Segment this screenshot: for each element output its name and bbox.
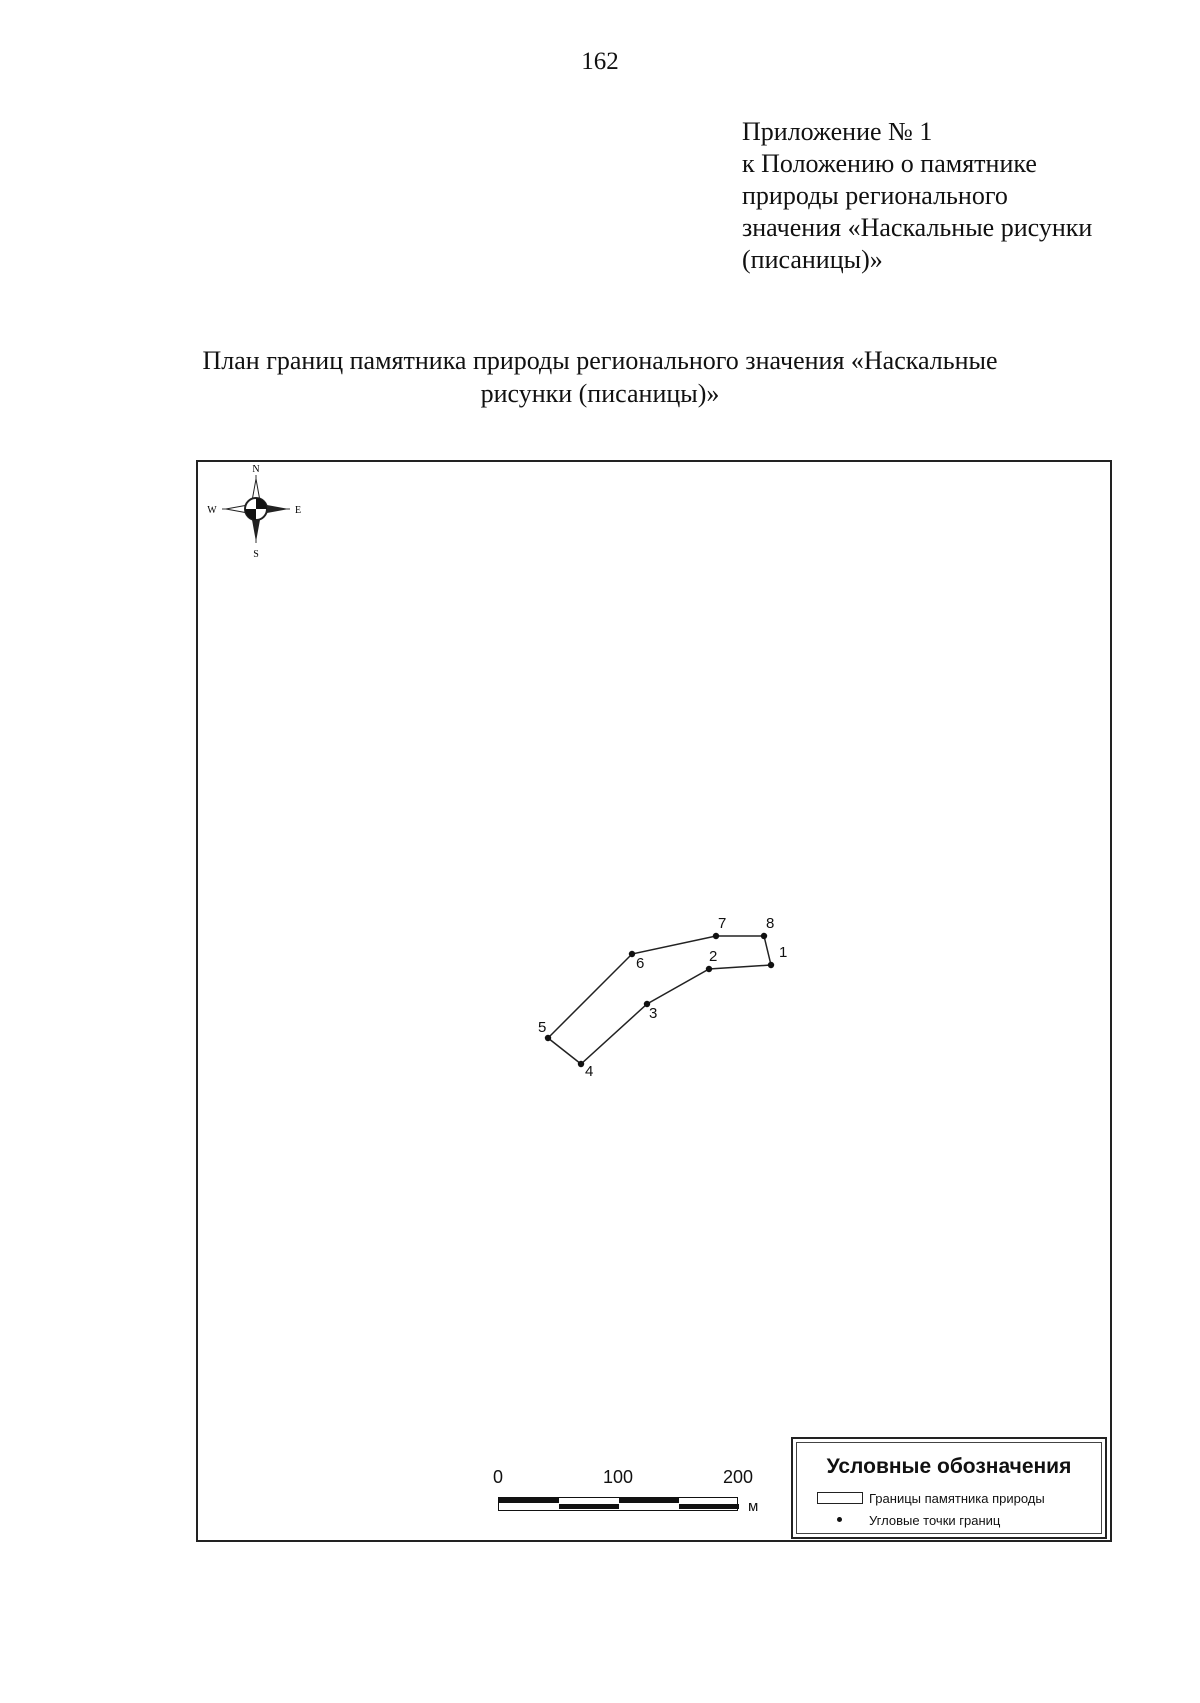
boundary-point-6 <box>629 951 635 957</box>
point-swatch-icon <box>817 1514 863 1526</box>
compass-s-label: S <box>253 549 259 560</box>
map-canvas <box>198 462 1110 1540</box>
boundary-point-label-3: 3 <box>649 1005 658 1022</box>
boundary-point-label-8: 8 <box>766 915 775 932</box>
boundary-point-label-5: 5 <box>538 1019 547 1036</box>
scale-bar <box>492 1467 759 1527</box>
scale-unit: м <box>748 1498 759 1515</box>
boundary-point-4 <box>578 1061 584 1067</box>
legend <box>791 1437 1107 1539</box>
boundary-point-label-7: 7 <box>718 915 727 932</box>
legend-title: Условные обозначения <box>826 1455 1072 1478</box>
legend-boundary-label: Границы памятника природы <box>869 1490 1045 1506</box>
legend-item-points <box>817 1511 1000 1529</box>
plan-title-line: План границ памятника природы регионального значения «Наскальные <box>202 346 998 375</box>
compass-e-label: E <box>294 505 302 516</box>
appendix-line: Приложение № 1 <box>742 117 933 146</box>
appendix-header <box>742 116 1182 276</box>
boundary-polygon <box>548 936 771 1064</box>
appendix-line: к Положению о памятнике <box>742 149 1037 178</box>
boundary-point-label-4: 4 <box>585 1063 594 1080</box>
boundary-point-7 <box>713 933 719 939</box>
compass-n-label: N <box>252 464 260 475</box>
appendix-line: (писаницы)» <box>742 245 883 274</box>
plan-title-line: рисунки (писаницы)» <box>480 379 720 408</box>
scale-label-100: 100 <box>602 1467 634 1487</box>
legend-item-boundary <box>817 1489 1045 1507</box>
boundary-point-label-1: 1 <box>779 944 788 961</box>
scale-bar-graphic <box>498 1497 738 1511</box>
boundary-point-1 <box>768 962 774 968</box>
legend-points-label: Угловые точки границ <box>869 1512 1001 1528</box>
appendix-line: природы регионального <box>742 181 1008 210</box>
boundary-swatch-icon <box>817 1492 863 1504</box>
boundary-point-label-6: 6 <box>636 955 645 972</box>
scale-label-200: 200 <box>722 1467 754 1487</box>
boundary-point-label-2: 2 <box>709 948 718 965</box>
boundary-point-2 <box>706 966 712 972</box>
plan-title <box>120 344 1080 410</box>
appendix-line: значения «Наскальные рисунки <box>742 213 1093 242</box>
map-frame <box>196 460 1112 1542</box>
page-number: 162 <box>581 48 619 75</box>
boundary-point-8 <box>761 933 767 939</box>
compass-w-label: W <box>207 505 217 516</box>
boundary-points <box>538 915 787 1080</box>
compass-icon <box>207 464 301 560</box>
scale-label-0: 0 <box>492 1467 504 1487</box>
